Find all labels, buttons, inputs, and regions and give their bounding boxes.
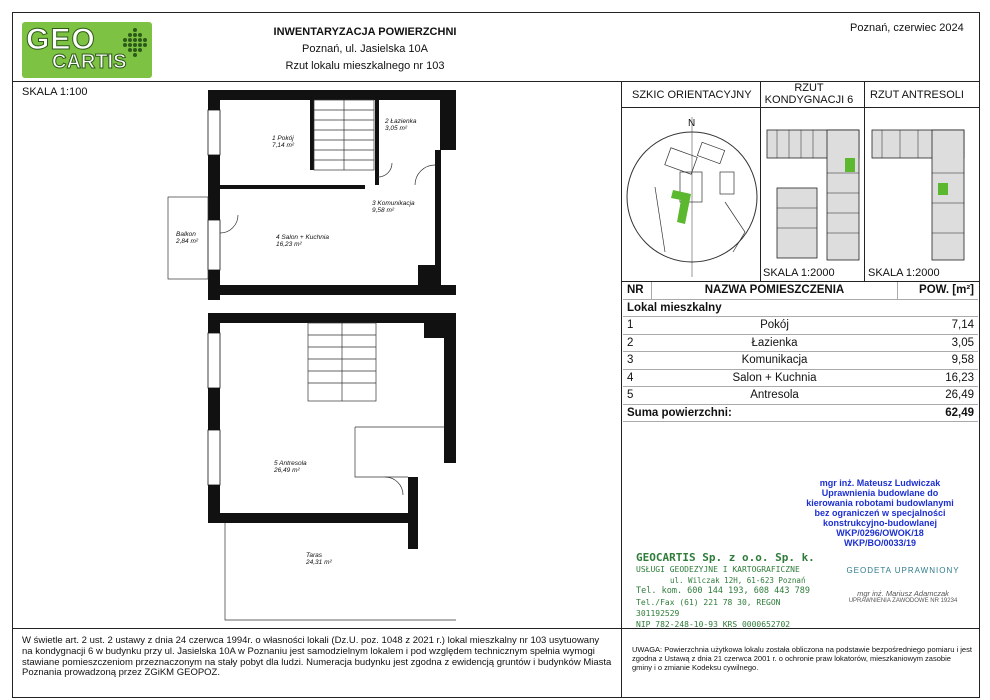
document-subtitle: Rzut lokalu mieszkalnego nr 103	[285, 60, 445, 72]
sum-value: 62,49	[898, 404, 979, 422]
surveyor-stamp: GEODETA UPRAWNIONY mgr inż. Mariusz Adamczak UPRAWNIENIA ZAWODOWE NR 19234	[846, 566, 960, 604]
place-date: Poznań, czerwiec 2024	[850, 22, 964, 34]
mezzanine-sketch	[870, 128, 966, 264]
area-note: UWAGA: Powierzchnia użytkowa lokalu została obliczona na podstawie bezpośredniego pomiaru i jest zgodna z Ustawą z dnia 21 czerwca 2001 r. o ochronie praw lokatorów, mieszkaniowym zasobie gminy i o zmianie Kodeksu cywilnego.	[632, 645, 972, 672]
table-row: 1 Pokój 7,14	[623, 317, 978, 335]
table-sum-row	[623, 404, 978, 422]
room-label-3: 3 Komunikacja 9,58 m²	[372, 200, 415, 214]
engineer-stamp: mgr inż. Mateusz Ludwiczak Uprawnienia budowlane do kierowania robotami budowlanymi bez ograniczeń w specjalności konstrukcyjno-budowlanej WKP/0296/OWOK/18 WKP/BO/0033/19	[806, 478, 954, 548]
company-stamp: GEOCARTIS Sp. z o.o. Sp. k. USŁUGI GEODEZYJNE I KARTOGRAFICZNE ul. Wilczak 12H, 61-623 Poznań Tel. kom. 600 144 193, 608 443 789 Tel./Fax (61) 221 78 30, REGON 301192529 NIP 782-248-10-93 KRS 0000652702	[636, 551, 826, 630]
floor-plan-drawing	[160, 85, 460, 625]
orientation-sketch	[625, 112, 759, 282]
orientation-sketch-title: SZKIC ORIENTACYJNY	[632, 89, 752, 101]
mezzanine-sketch-scale: SKALA 1:2000	[868, 267, 940, 279]
legal-note: W świetle art. 2 ust. 2 ustawy z dnia 24 czerwca 1994r. o własności lokali (Dz.U. poz. 1048 z 2021 r.) lokal mieszkalny nr 103 usytuowany na kondygnacji 6 w budynku przy ul. Jasielska 10A w Poznaniu jest samodzielnym lokalem i pod względem technicznym spełnia wymogi stawiane pomieszczeniom przeznaczonym na stały pobyt dla ludzi. Numeracja budynku jest zgodna z ewidencją gruntów i budynków Miasta Poznania prowadzoną przez ZGiKM GEOPOZ.	[22, 635, 612, 679]
geocartis-logo	[22, 22, 152, 78]
document-title: INWENTARYZACJA POWIERZCHNI	[273, 26, 457, 38]
rooms-table	[623, 282, 978, 422]
north-arrow: N	[688, 118, 696, 129]
logo-text-cartis: CARTIS	[52, 51, 127, 73]
plan-scale: SKALA 1:100	[22, 86, 88, 98]
floor-sketch-title: RZUT KONDYGNACJI 6	[764, 82, 854, 106]
room-label-4: 4 Salon + Kuchnia 16,23 m²	[276, 234, 329, 248]
sketch-divider-1	[760, 81, 761, 281]
floor-sketch	[765, 128, 861, 264]
room-label-balkon: Balkon 2,84 m²	[176, 231, 199, 245]
table-row: 4 Salon + Kuchnia 16,23	[623, 369, 978, 387]
col-nr-header: NR	[623, 282, 652, 299]
mezzanine-sketch-title: RZUT ANTRESOLI	[870, 89, 964, 101]
company-name: GEOCARTIS Sp. z o.o. Sp. k.	[636, 551, 815, 564]
floor-sketch-scale: SKALA 1:2000	[763, 267, 835, 279]
logo-dots-icon	[120, 26, 150, 70]
room-label-2: 2 Łazienka 3,05 m²	[385, 118, 417, 132]
table-row: 5 Antresola 26,49	[623, 387, 978, 405]
document-address: Poznań, ul. Jasielska 10A	[302, 43, 428, 55]
room-label-5: 5 Antresola 26,49 m²	[274, 460, 307, 474]
sketch-header-line	[621, 107, 980, 108]
table-row: 2 Łazienka 3,05	[623, 334, 978, 352]
col-area-header: POW. [m²]	[898, 282, 979, 299]
table-section-row	[623, 299, 978, 317]
table-header-row	[623, 282, 978, 299]
col-name-header: NAZWA POMIESZCZENIA	[652, 282, 898, 299]
room-label-taras: Taras 24,31 m²	[306, 552, 332, 566]
table-section-label: Lokal mieszkalny	[623, 299, 978, 317]
sum-label: Suma powierzchni:	[623, 404, 898, 422]
footer-divider	[621, 629, 622, 698]
room-label-1: 1 Pokój 7,14 m²	[272, 135, 295, 149]
sketch-divider-2	[864, 81, 865, 281]
logo-text-geo: GEO	[26, 23, 96, 56]
table-row: 3 Komunikacja 9,58	[623, 352, 978, 370]
